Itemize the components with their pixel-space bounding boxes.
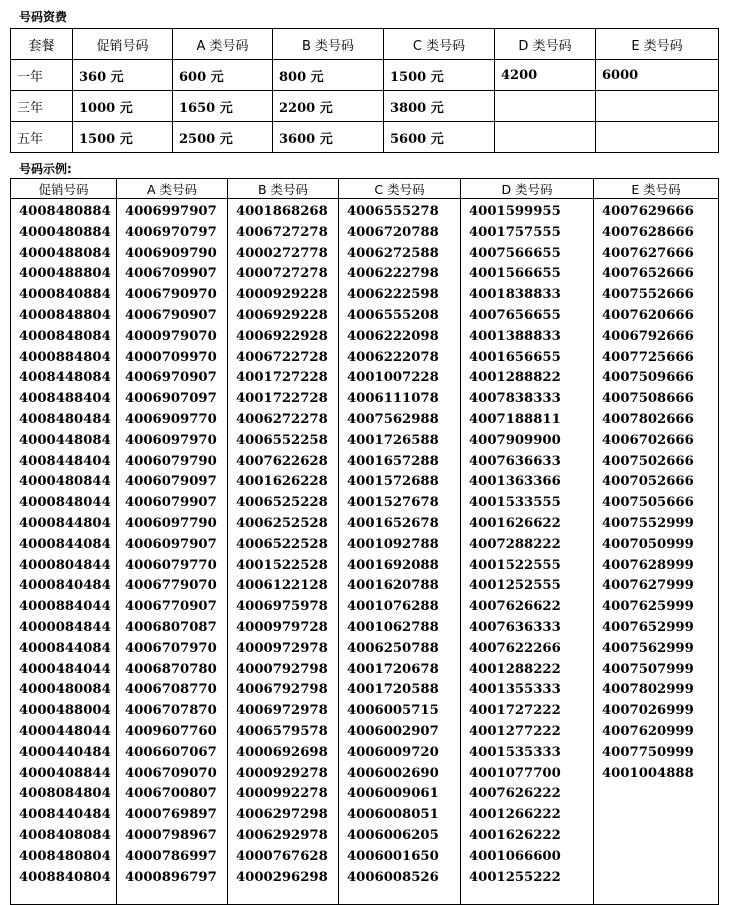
phone-number: 4007562988: [347, 411, 439, 427]
phone-number: 4007188811: [469, 411, 561, 427]
phone-number: 4001727228: [236, 370, 328, 386]
phone-number: 4006700807: [125, 786, 217, 802]
examples-body-row: [11, 199, 719, 905]
examples-column-b: [228, 199, 339, 905]
phone-number: 4000992278: [236, 786, 328, 802]
phone-number: 4006111078: [347, 391, 439, 407]
fees-cell: 3600 元: [273, 122, 384, 153]
phone-number: 4001599955: [469, 204, 561, 219]
phone-number: 4006907097: [125, 391, 217, 407]
phone-number: 4001626228: [236, 474, 328, 490]
phone-number: 4006929228: [236, 307, 328, 323]
phone-number: 4007909900: [469, 432, 561, 448]
phone-number: 4006009061: [347, 786, 439, 802]
fees-cell: [495, 122, 596, 153]
phone-number: 4006722728: [236, 349, 328, 365]
phone-number: 4007636633: [469, 453, 561, 469]
phone-number: 4007628999: [602, 557, 694, 573]
phone-number: 4000929278: [236, 765, 328, 781]
phone-number: 4006975978: [236, 599, 328, 615]
phone-number: 4007838333: [469, 391, 561, 407]
phone-number: 4007802999: [602, 682, 694, 698]
phone-number: 4006997907: [125, 204, 217, 219]
phone-number: 4006222078: [347, 349, 439, 365]
phone-number: 4008480804: [19, 848, 111, 864]
fees-cell: [596, 122, 719, 153]
examples-heading: 号码示例:: [19, 162, 72, 176]
phone-number: 4000979728: [236, 619, 328, 635]
phone-number: 4000448044: [19, 723, 111, 739]
phone-number: 4007288222: [469, 536, 561, 552]
examples-header-row: [11, 179, 719, 199]
fees-header-b: B 类号码: [273, 29, 384, 60]
phone-number: 4001720588: [347, 682, 439, 698]
phone-number: 4007552666: [602, 287, 694, 303]
phone-number: 4006792666: [602, 328, 694, 344]
phone-number: 4000272778: [236, 245, 328, 261]
phone-number: 4007505666: [602, 495, 694, 511]
phone-number: 4001657288: [347, 453, 439, 469]
phone-number: 4006555208: [347, 307, 439, 323]
phone-number: 4001533555: [469, 495, 561, 511]
phone-number: 4007628666: [602, 224, 694, 240]
fees-table: [10, 28, 719, 153]
fees-header-a: A 类号码: [173, 29, 273, 60]
fees-cell: 2500 元: [173, 122, 273, 153]
fees-row-1year: [11, 60, 719, 91]
phone-number: 4000786997: [125, 848, 217, 864]
phone-number: 4006006205: [347, 827, 439, 843]
examples-column-e: [594, 199, 719, 905]
phone-number: 4007629666: [602, 204, 694, 219]
examples-column-c: [339, 199, 461, 905]
fees-row-3year: [11, 91, 719, 122]
phone-number: 4007725666: [602, 349, 694, 365]
phone-number: 4001722728: [236, 391, 328, 407]
phone-number: 4006522528: [236, 536, 328, 552]
phone-number: 4001620788: [347, 578, 439, 594]
examples-header-c: C 类号码: [339, 179, 461, 199]
phone-number: 4000884804: [19, 349, 111, 365]
phone-number: 4001652678: [347, 515, 439, 531]
phone-number: 4006250788: [347, 640, 439, 656]
fees-cell: 5600 元: [384, 122, 495, 153]
phone-number: 4007507999: [602, 661, 694, 677]
phone-number: 4000440484: [19, 744, 111, 760]
phone-number: 4000769897: [125, 807, 217, 823]
phone-number: 4007636333: [469, 619, 561, 635]
fees-header-c: C 类号码: [384, 29, 495, 60]
phone-number: 4006555278: [347, 204, 439, 219]
phone-number: 4007656655: [469, 307, 561, 323]
phone-number: 4006922928: [236, 328, 328, 344]
examples-header-e: E 类号码: [594, 179, 719, 199]
phone-number: 4007750999: [602, 744, 694, 760]
phone-number: 4006079790: [125, 453, 217, 469]
fees-cell: 800 元: [273, 60, 384, 91]
phone-number: 4001388833: [469, 328, 561, 344]
phone-number: 4006008526: [347, 869, 439, 885]
fees-header-e: E 类号码: [596, 29, 719, 60]
phone-number: 4001255222: [469, 869, 561, 885]
phone-number: 4007622266: [469, 640, 561, 656]
phone-number: 4000408844: [19, 765, 111, 781]
fees-plan-label: 一年: [11, 60, 73, 91]
phone-number: 4007508666: [602, 391, 694, 407]
fees-cell: 2200 元: [273, 91, 384, 122]
examples-header-b: B 类号码: [228, 179, 339, 199]
phone-number: 4000848044: [19, 495, 111, 511]
phone-number: 4001077700: [469, 765, 561, 781]
phone-number: 4006970907: [125, 370, 217, 386]
fees-header-row: [11, 29, 719, 60]
phone-number: 4000480884: [19, 224, 111, 240]
phone-number: 4007509666: [602, 370, 694, 386]
phone-number: 4001004888: [602, 765, 694, 781]
phone-number: 4007627999: [602, 578, 694, 594]
phone-number: 4000848084: [19, 328, 111, 344]
phone-number: 4001727222: [469, 703, 561, 719]
phone-number: 4006097970: [125, 432, 217, 448]
examples-header-promo: 促销号码: [11, 179, 117, 199]
phone-number: 4006807087: [125, 619, 217, 635]
phone-number: 4006870780: [125, 661, 217, 677]
phone-number: 4006272588: [347, 245, 439, 261]
phone-number: 4007622628: [236, 453, 328, 469]
fees-header-promo: 促销号码: [73, 29, 173, 60]
phone-number: 4001626222: [469, 827, 561, 843]
examples-header-d: D 类号码: [461, 179, 594, 199]
phone-number: 4001868268: [236, 204, 328, 219]
phone-number: 4000488004: [19, 703, 111, 719]
phone-number: 4000792798: [236, 661, 328, 677]
phone-number: 4006707870: [125, 703, 217, 719]
phone-number: 4001566655: [469, 266, 561, 282]
phone-number: 4001838833: [469, 287, 561, 303]
phone-number: 4007026999: [602, 703, 694, 719]
phone-number: 4006002907: [347, 723, 439, 739]
phone-number: 4006770907: [125, 599, 217, 615]
phone-number: 4006779070: [125, 578, 217, 594]
fees-cell: 4200: [495, 60, 596, 91]
phone-number: 4007626622: [469, 599, 561, 615]
phone-number: 4008480884: [19, 204, 111, 219]
phone-number: 4001066600: [469, 848, 561, 864]
phone-number: 4006009720: [347, 744, 439, 760]
examples-column-a: [117, 199, 228, 905]
phone-number: 4000727278: [236, 266, 328, 282]
phone-number: 4001062788: [347, 619, 439, 635]
phone-number: 4006970797: [125, 224, 217, 240]
phone-number: 4001266222: [469, 807, 561, 823]
phone-number: 4006525228: [236, 495, 328, 511]
phone-number: 4006579578: [236, 723, 328, 739]
phone-number: 4006709070: [125, 765, 217, 781]
phone-number: 4000840484: [19, 578, 111, 594]
phone-number: 4000709970: [125, 349, 217, 365]
phone-number: 4007552999: [602, 515, 694, 531]
examples-column-promo: [11, 199, 117, 905]
phone-number: 4000692698: [236, 744, 328, 760]
phone-number: 4006552258: [236, 432, 328, 448]
phone-number: 4001535333: [469, 744, 561, 760]
phone-number: 4007620999: [602, 723, 694, 739]
phone-number: 4000840884: [19, 287, 111, 303]
phone-number: 4007627666: [602, 245, 694, 261]
fees-header-d: D 类号码: [495, 29, 596, 60]
phone-number: 4006252528: [236, 515, 328, 531]
phone-number: 4000884044: [19, 599, 111, 615]
fees-cell: 1500 元: [73, 122, 173, 153]
phone-number: 4001076288: [347, 599, 439, 615]
phone-number: 4001626622: [469, 515, 561, 531]
phone-number: 4006292978: [236, 827, 328, 843]
phone-number: 4001726588: [347, 432, 439, 448]
phone-number: 4008480484: [19, 411, 111, 427]
phone-number: 4009607760: [125, 723, 217, 739]
phone-number: 4001572688: [347, 474, 439, 490]
phone-number: 4006727278: [236, 224, 328, 240]
phone-number: 4007050999: [602, 536, 694, 552]
fees-cell: 1650 元: [173, 91, 273, 122]
phone-number: 4007625999: [602, 599, 694, 615]
phone-number: 4008448084: [19, 370, 111, 386]
phone-number: 4006708770: [125, 682, 217, 698]
phone-number: 4000488084: [19, 245, 111, 261]
phone-number: 4006222098: [347, 328, 439, 344]
phone-number: 4000929228: [236, 287, 328, 303]
phone-number: 4007566655: [469, 245, 561, 261]
fees-cell: 600 元: [173, 60, 273, 91]
examples-column-d: [461, 199, 594, 905]
phone-number: 4008408084: [19, 827, 111, 843]
fees-cell: 3800 元: [384, 91, 495, 122]
phone-number: 4000848804: [19, 307, 111, 323]
phone-number: 4007652666: [602, 266, 694, 282]
phone-number: 4008448404: [19, 453, 111, 469]
phone-number: 4001363366: [469, 474, 561, 490]
phone-number: 4001527678: [347, 495, 439, 511]
phone-number: 4006709907: [125, 266, 217, 282]
phone-number: 4001692088: [347, 557, 439, 573]
phone-number: 4006222798: [347, 266, 439, 282]
fees-row-5year: [11, 122, 719, 153]
phone-number: 4000296298: [236, 869, 328, 885]
fees-plan-label: 五年: [11, 122, 73, 153]
phone-number: 4001522555: [469, 557, 561, 573]
phone-number: 4008840804: [19, 869, 111, 885]
phone-number: 4006702666: [602, 432, 694, 448]
phone-number: 4000979070: [125, 328, 217, 344]
phone-number: 4006792798: [236, 682, 328, 698]
phone-number: 4000798967: [125, 827, 217, 843]
phone-number: 4008440484: [19, 807, 111, 823]
phone-number: 4006909770: [125, 411, 217, 427]
phone-number: 4006607067: [125, 744, 217, 760]
fees-cell: [495, 91, 596, 122]
fees-cell: 6000: [596, 60, 719, 91]
phone-number: 4006297298: [236, 807, 328, 823]
phone-number: 4006222598: [347, 287, 439, 303]
phone-number: 4006272278: [236, 411, 328, 427]
phone-number: 4006122128: [236, 578, 328, 594]
phone-number: 4007620666: [602, 307, 694, 323]
phone-number: 4007562999: [602, 640, 694, 656]
fees-cell: 1000 元: [73, 91, 173, 122]
phone-number: 4000844084: [19, 640, 111, 656]
phone-number: 4000844084: [19, 536, 111, 552]
phone-number: 4006002690: [347, 765, 439, 781]
fees-heading: 号码资费: [19, 10, 68, 24]
fees-plan-label: 三年: [11, 91, 73, 122]
fees-cell: 360 元: [73, 60, 173, 91]
phone-number: 4006720788: [347, 224, 439, 240]
phone-number: 4000767628: [236, 848, 328, 864]
phone-number: 4006707970: [125, 640, 217, 656]
phone-number: 4001288222: [469, 661, 561, 677]
phone-number: 4006790907: [125, 307, 217, 323]
phone-number: 4008488404: [19, 391, 111, 407]
phone-number: 4007802666: [602, 411, 694, 427]
phone-number: 4007626222: [469, 786, 561, 802]
phone-number: 4006790970: [125, 287, 217, 303]
phone-number: 4000448084: [19, 432, 111, 448]
fees-cell: [596, 91, 719, 122]
phone-number: 4007502666: [602, 453, 694, 469]
phone-number: 4000844804: [19, 515, 111, 531]
phone-number: 4001720678: [347, 661, 439, 677]
phone-number: 4000972978: [236, 640, 328, 656]
phone-number: 4001522528: [236, 557, 328, 573]
phone-number: 4001252555: [469, 578, 561, 594]
fees-header-plan: 套餐: [11, 29, 73, 60]
phone-number: 4000804844: [19, 557, 111, 573]
phone-number: 4006097907: [125, 536, 217, 552]
phone-number: 4001277222: [469, 723, 561, 739]
fees-cell: 1500 元: [384, 60, 495, 91]
phone-number: 4001288822: [469, 370, 561, 386]
phone-number: 4001355333: [469, 682, 561, 698]
phone-number: 4006909790: [125, 245, 217, 261]
examples-table: [10, 178, 719, 905]
phone-number: 4006005715: [347, 703, 439, 719]
phone-number: 4006079097: [125, 474, 217, 490]
phone-number: 4006001650: [347, 848, 439, 864]
phone-number: 4000480084: [19, 682, 111, 698]
phone-number: 4000084844: [19, 619, 111, 635]
phone-number: 4001092788: [347, 536, 439, 552]
phone-number: 4006097790: [125, 515, 217, 531]
phone-number: 4001656655: [469, 349, 561, 365]
phone-number: 4000896797: [125, 869, 217, 885]
phone-number: 4007052666: [602, 474, 694, 490]
phone-number: 4001007228: [347, 370, 439, 386]
phone-number: 4006079770: [125, 557, 217, 573]
phone-number: 4000480844: [19, 474, 111, 490]
phone-number: 4006008051: [347, 807, 439, 823]
phone-number: 4007652999: [602, 619, 694, 635]
phone-number: 4000488804: [19, 266, 111, 282]
examples-header-a: A 类号码: [117, 179, 228, 199]
phone-number: 4008084804: [19, 786, 111, 802]
phone-number: 4006972978: [236, 703, 328, 719]
phone-number: 4000484044: [19, 661, 111, 677]
phone-number: 4001757555: [469, 224, 561, 240]
phone-number: 4006079907: [125, 495, 217, 511]
